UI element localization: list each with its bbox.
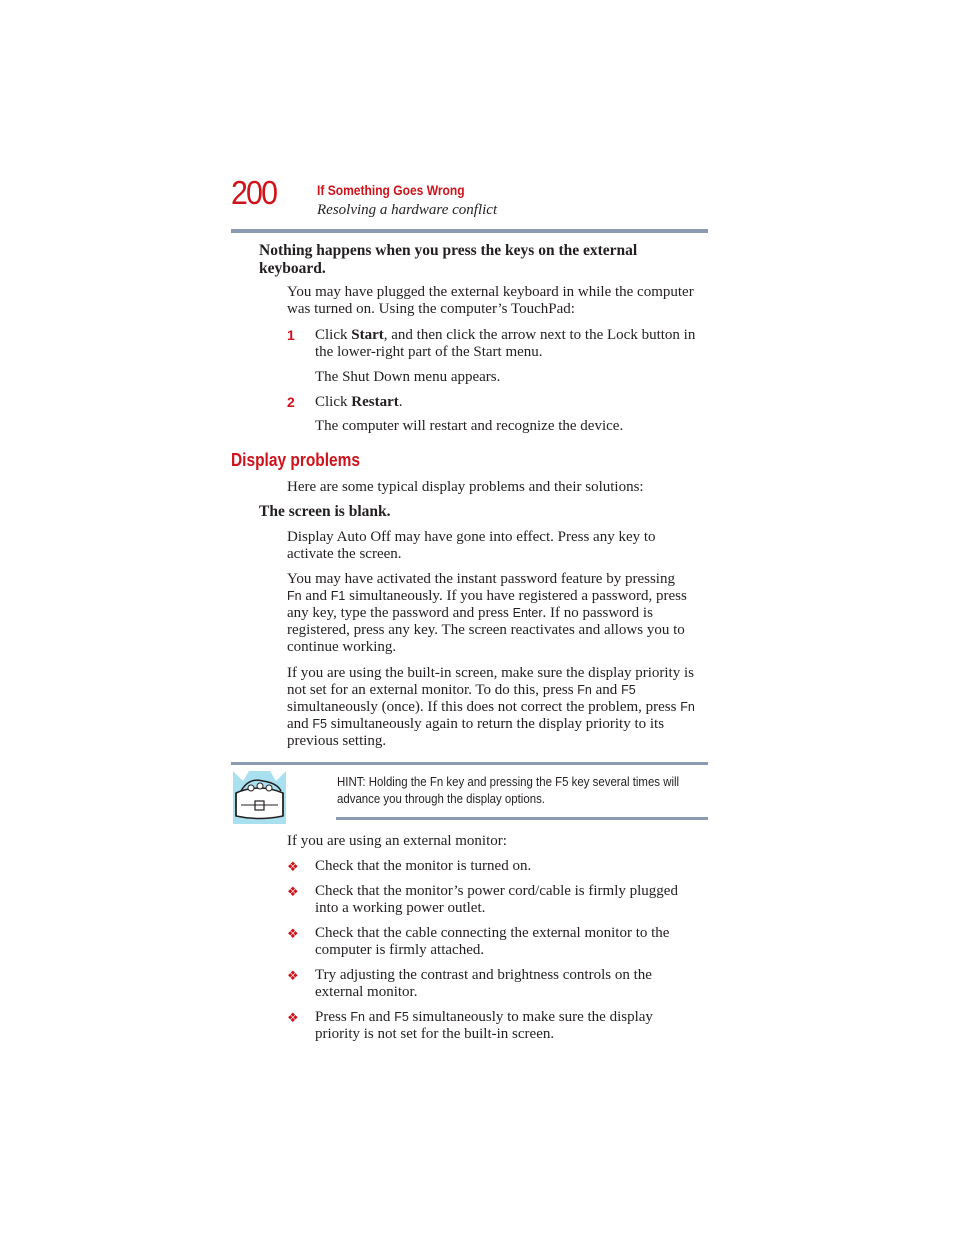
paragraph-password: You may have activated the instant password feature by pressing Fn and F1 simultaneously. If you have registered a password, press any key, type the password and press Enter. If no password is registered, press any key. The screen reactivates and allows you to continue working.: [287, 571, 687, 655]
screen-blank-heading: The screen is blank.: [259, 503, 391, 520]
chapter-title: If Something Goes Wrong: [317, 182, 465, 198]
section-title: Resolving a hardware conflict: [317, 202, 498, 218]
keyboard-heading: Nothing happens when you press the keys on the external keyboard.: [259, 242, 638, 277]
display-intro: Here are some typical display problems and their solutions:: [287, 479, 644, 495]
header-rule: [231, 229, 708, 233]
step-1-number: 1: [287, 327, 295, 343]
step-2-number: 2: [287, 394, 295, 410]
list-item: Check that the cable connecting the external monitor to the computer is firmly attached.: [315, 925, 670, 958]
key-fn: Fn: [287, 589, 302, 603]
monitor-intro: If you are using an external monitor:: [287, 833, 507, 849]
list-item: Check that the monitor’s power cord/cable is firmly plugged into a working power outlet.: [315, 883, 678, 916]
hint-top-rule: [231, 762, 708, 765]
bullet-icon: ❖: [287, 926, 299, 941]
step-1-result: The Shut Down menu appears.: [315, 369, 501, 385]
bullet-icon: ❖: [287, 968, 299, 983]
key-f1: F1: [330, 589, 346, 603]
treasure-chest-icon: [233, 771, 286, 824]
hint-text: HINT: Holding the Fn key and pressing the F5 key several times will advance you through the display options.: [337, 774, 680, 806]
step-2-text: Click Restart.: [315, 394, 403, 410]
step-2-result: The computer will restart and recognize the device.: [315, 418, 624, 434]
bullet-icon: ❖: [287, 1010, 299, 1025]
page-number: 200: [231, 174, 277, 211]
display-problems-heading: Display problems: [231, 450, 361, 470]
key-enter: Enter: [512, 606, 543, 620]
bullet-icon: ❖: [287, 884, 299, 899]
bullet-icon: ❖: [287, 859, 299, 874]
list-item: Check that the monitor is turned on.: [315, 858, 532, 874]
hint-bottom-rule: [336, 817, 708, 820]
list-item: Press Fn and F5 simultaneously to make sure the display priority is not set for the built-in screen.: [315, 1009, 653, 1042]
paragraph-builtin-screen: If you are using the built-in screen, make sure the display priority is not set for an external monitor. To do this, press Fn and F5 simultaneously (once). If this does not correct the problem, press Fn and F5 simultaneously again to return the display priority to its previous setting.: [287, 665, 695, 749]
keyboard-intro: You may have plugged the external keyboard in while the computer was turned on. Using the computer’s TouchPad:: [287, 284, 694, 317]
list-item: Try adjusting the contrast and brightness controls on the external monitor.: [315, 967, 652, 1000]
step-1-text: Click Start, and then click the arrow next to the Lock button in the lower-right part of the Start menu.: [315, 327, 696, 360]
paragraph-auto-off: Display Auto Off may have gone into effect. Press any key to activate the screen.: [287, 529, 656, 562]
